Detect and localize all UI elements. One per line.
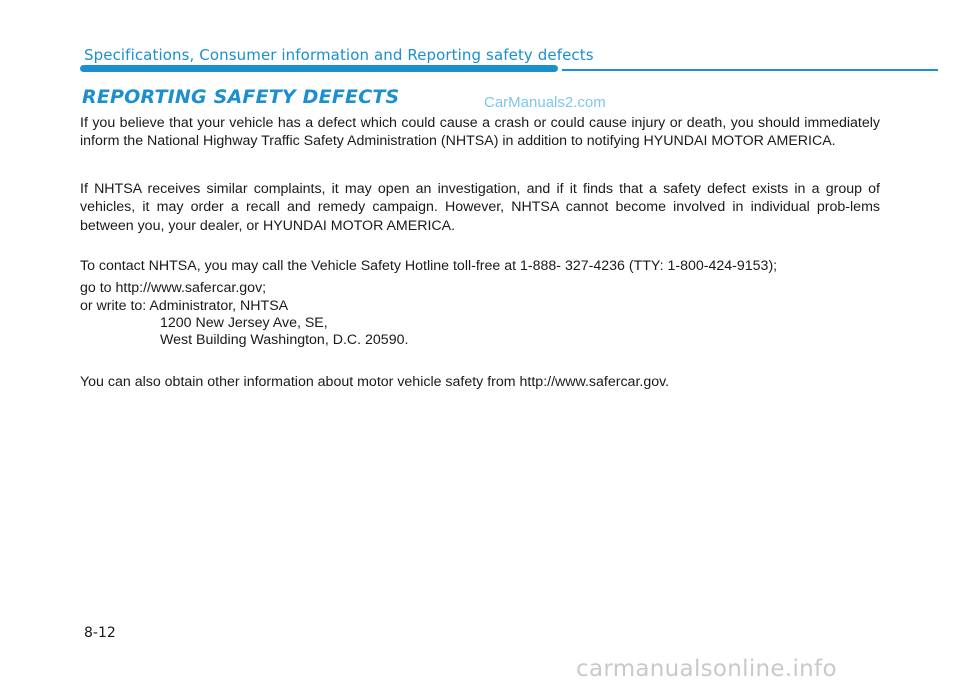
- other-information-line: You can also obtain other information about motor vehicle safety from http://www.safercar.gov.: [80, 374, 670, 390]
- page-number: 8-12: [84, 625, 116, 641]
- chapter-header-title: Specifications, Consumer information and Reporting safety defects: [84, 46, 594, 64]
- header-rule-thick: [80, 65, 558, 72]
- write-to-line: or write to: Administrator, NHTSA: [80, 298, 289, 314]
- contact-hotline-line: To contact NHTSA, you may call the Vehicle Safety Hotline toll-free at 1-888- 327-4236 (TTY: 1-800-424-9153);: [80, 258, 778, 274]
- header-rule-thin: [562, 69, 938, 71]
- address-line-city: West Building Washington, D.C. 20590.: [160, 332, 409, 348]
- section-heading: REPORTING SAFETY DEFECTS: [82, 86, 400, 108]
- paragraph-inform-nhtsa: If you believe that your vehicle has a defect which could cause a crash or could cause injury or death, you should immediately inform the National Highway Traffic Safety Administration (NHTSA) in addition to notifying HYUNDAI MOTOR AMERICA.: [80, 115, 880, 150]
- watermark-carmanuals2[interactable]: CarManuals2.com: [484, 94, 606, 111]
- watermark-carmanualsonline[interactable]: carmanualsonline.info: [576, 656, 837, 682]
- paragraph-nhtsa-investigation: If NHTSA receives similar complaints, it may open an investigation, and if it finds that a safety defect exists in a group of vehicles, it may order a recall and remedy campaign. However, NHTSA cannot become involved in individual prob-lems between you, your dealer, or HYUNDAI MOTOR AMERICA.: [80, 181, 880, 234]
- address-line-street: 1200 New Jersey Ave, SE,: [160, 315, 328, 331]
- website-line: go to http://www.safercar.gov;: [80, 280, 267, 296]
